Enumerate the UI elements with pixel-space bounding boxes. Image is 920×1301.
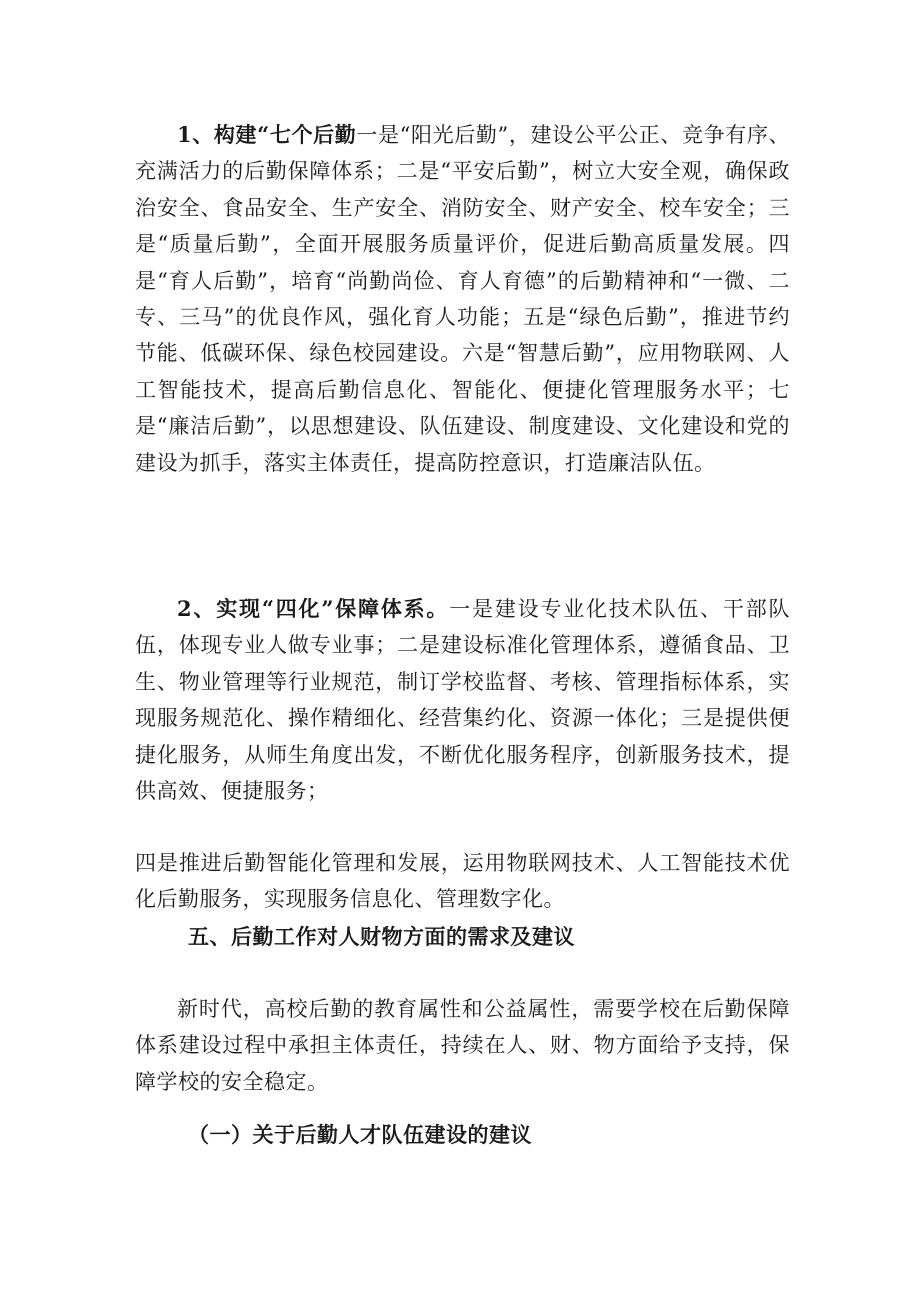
subheading-talent-team: （一）关于后勤人才队伍建设的建议 <box>188 1122 532 1147</box>
paragraph-new-era: 新时代，高校后勤的教育属性和公益属性，需要学校在后勤保障体系建设过程中承担主体责任，持续在人、财、物方面给予支持，保障学校的安全稳定。 <box>135 997 790 1094</box>
paragraph-body: 一是建设专业化技术队伍、干部队伍，体现专业人做专业事；二是建设标准化管理体系，遵循食品、卫生、物业管理等行业规范，制订学校监督、考核、管理指标体系，实现服务规范化、操作精细化、经营集约化、资源一体化；三是提供便捷化服务，从师生角度出发，不断优化服务程序，创新服务技术，提供高效、便捷服务； <box>135 597 790 804</box>
paragraph-intelligent-management: 四是推进后勤智能化管理和发展，运用物联网技术、人工智能技术优化后勤服务，实现服务信息化、管理数字化。 <box>135 851 790 912</box>
paragraph-body: 一是“阳光后勤”，建设公平公正、竞争有序、充满活力的后勤保障体系；二是“平安后勤”，树立大安全观，确保政治安全、食品安全、生产安全、消防安全、财产安全、校车安全；三是“质量后勤”，全面开展服务质量评价，促进后勤高质量发展。四是“育人后勤”，培育“尚勤尚俭、育人育德”的后勤精神和“一微、二专、三马”的优良作风，强化育人功能；五是“绿色后勤”，推进节约节能、低碳环保、绿色校园建设。六是“智慧后勤”，应用物联网、人工智能技术，提高后勤信息化、智能化、便捷化管理服务水平；七是“廉洁后勤”，以思想建设、队伍建设、制度建设、文化建设和党的建设为抓手，落实主体责任，提高防控意识，打造廉洁队伍。 <box>135 123 790 475</box>
paragraph-lead: 2、实现“四化”保障体系。 <box>177 596 450 621</box>
section-heading-five: 五、后勤工作对人财物方面的需求及建议 <box>188 924 575 949</box>
paragraph-lead: 1、构建“七个后勤 <box>177 122 357 147</box>
paragraph-four-modernizations <box>135 591 790 809</box>
paragraph-seven-logistics <box>135 117 790 481</box>
